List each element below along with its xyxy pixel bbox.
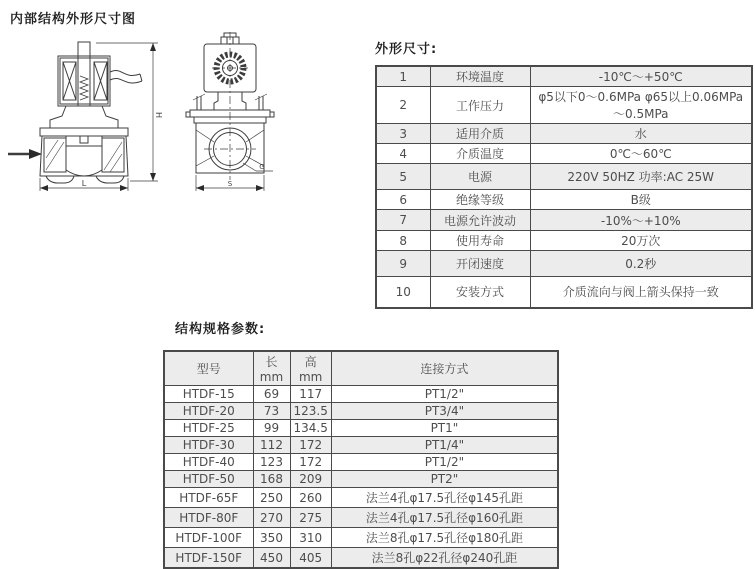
height-cell: 209 bbox=[290, 471, 331, 488]
spec-no: 3 bbox=[376, 124, 430, 144]
spec-section bbox=[375, 38, 753, 309]
valve-front-diagram bbox=[172, 30, 290, 200]
connection-cell: PT2" bbox=[331, 471, 558, 488]
length-cell: 350 bbox=[253, 528, 290, 548]
height-cell: 123.5 bbox=[290, 403, 331, 420]
height-cell: 134.5 bbox=[290, 420, 331, 437]
connection-cell: 法兰8孔φ17.5孔径φ180孔距 bbox=[331, 528, 558, 548]
table-row bbox=[164, 508, 558, 528]
coil-winding-right bbox=[94, 62, 107, 100]
table-row bbox=[376, 87, 752, 124]
spec-value: 20万次 bbox=[530, 231, 752, 251]
model-cell: HTDF-40 bbox=[164, 454, 253, 471]
spec-no: 5 bbox=[376, 164, 430, 190]
spec-no: 10 bbox=[376, 277, 430, 308]
height-cell: 172 bbox=[290, 437, 331, 454]
spec-name: 工作压力 bbox=[430, 87, 530, 124]
dim-label-l: L bbox=[81, 179, 87, 188]
spec-name: 适用介质 bbox=[430, 124, 530, 144]
model-cell: HTDF-50 bbox=[164, 471, 253, 488]
model-cell: HTDF-80F bbox=[164, 508, 253, 528]
height-cell: 405 bbox=[290, 548, 331, 569]
knurled-ring bbox=[212, 55, 248, 82]
table-row bbox=[164, 528, 558, 548]
dim-label-h: H bbox=[154, 111, 163, 119]
page-title: 内部结构外形尺寸图 bbox=[10, 12, 137, 27]
connection-cell: 法兰4孔φ17.5孔径φ145孔距 bbox=[331, 488, 558, 508]
spec-name: 环境温度 bbox=[430, 66, 530, 87]
spec-name: 电源允许波动 bbox=[430, 210, 530, 231]
connection-cell: PT1/4" bbox=[331, 437, 558, 454]
spec-table-title: 外形尺寸: bbox=[375, 42, 438, 57]
height-cell: 172 bbox=[290, 454, 331, 471]
table-row bbox=[376, 144, 752, 164]
spec-value: 介质流向与阀上箭头保持一致 bbox=[530, 277, 752, 308]
port-thread-label: G bbox=[259, 163, 265, 171]
valve-section-drawing bbox=[8, 42, 163, 191]
table-row bbox=[376, 231, 752, 251]
length-cell: 112 bbox=[253, 437, 290, 454]
spec-name: 介质温度 bbox=[430, 144, 530, 164]
valve-section-diagram bbox=[6, 30, 166, 196]
cable bbox=[110, 70, 142, 83]
table-row bbox=[164, 548, 558, 569]
table-header-row bbox=[164, 351, 558, 386]
valve-body bbox=[40, 128, 128, 183]
table-row bbox=[376, 277, 752, 308]
coil-winding-left bbox=[63, 62, 76, 100]
table-row bbox=[376, 210, 752, 231]
length-cell: 450 bbox=[253, 548, 290, 569]
col-length: 长mm bbox=[253, 351, 290, 386]
height-cell: 275 bbox=[290, 508, 331, 528]
model-cell: HTDF-65F bbox=[164, 488, 253, 508]
table-row bbox=[376, 66, 752, 87]
connection-cell: PT1/2" bbox=[331, 386, 558, 403]
length-cell: 250 bbox=[253, 488, 290, 508]
spec-value: -10%～+10% bbox=[530, 210, 752, 231]
spec-value: 0℃～60℃ bbox=[530, 144, 752, 164]
table-row bbox=[164, 471, 558, 488]
dimension-l bbox=[40, 178, 128, 191]
model-cell: HTDF-150F bbox=[164, 548, 253, 569]
length-cell: 99 bbox=[253, 420, 290, 437]
spec-name: 使用寿命 bbox=[430, 231, 530, 251]
table-row bbox=[376, 164, 752, 190]
spec-table bbox=[375, 65, 753, 309]
flange bbox=[186, 110, 274, 123]
dim-label-s: S bbox=[227, 180, 233, 188]
spec-no: 2 bbox=[376, 87, 430, 124]
table-row bbox=[164, 403, 558, 420]
connection-cell: PT1/2" bbox=[331, 454, 558, 471]
spec-name: 安装方式 bbox=[430, 277, 530, 308]
spec-no: 8 bbox=[376, 231, 430, 251]
connection-cell: 法兰8孔φ22孔径φ240孔距 bbox=[331, 548, 558, 569]
table-row bbox=[164, 420, 558, 437]
height-cell: 260 bbox=[290, 488, 331, 508]
table-row bbox=[164, 488, 558, 508]
spec-name: 电源 bbox=[430, 164, 530, 190]
length-cell: 270 bbox=[253, 508, 290, 528]
model-cell: HTDF-100F bbox=[164, 528, 253, 548]
spec-name: 开闭速度 bbox=[430, 251, 530, 277]
spec-value: B级 bbox=[530, 190, 752, 210]
model-table bbox=[163, 350, 559, 569]
model-section bbox=[163, 318, 559, 569]
table-row bbox=[376, 124, 752, 144]
model-cell: HTDF-25 bbox=[164, 420, 253, 437]
spec-no: 7 bbox=[376, 210, 430, 231]
connection-cell: PT3/4" bbox=[331, 403, 558, 420]
flow-arrow bbox=[8, 149, 42, 159]
length-cell: 168 bbox=[253, 471, 290, 488]
col-height: 高mm bbox=[290, 351, 331, 386]
spec-no: 4 bbox=[376, 144, 430, 164]
spec-no: 9 bbox=[376, 251, 430, 277]
spec-value: φ5以下0～0.6MPa φ65以上0.06MPa～0.5MPa bbox=[530, 87, 752, 124]
valve-front-drawing bbox=[186, 32, 274, 191]
model-table-title: 结构规格参数: bbox=[175, 322, 266, 337]
length-cell: 123 bbox=[253, 454, 290, 471]
model-cell: HTDF-15 bbox=[164, 386, 253, 403]
spec-value: 220V 50HZ 功率:AC 25W bbox=[530, 164, 752, 190]
spec-no: 1 bbox=[376, 66, 430, 87]
model-cell: HTDF-20 bbox=[164, 403, 253, 420]
spec-no: 6 bbox=[376, 190, 430, 210]
col-connection: 连接方式 bbox=[331, 351, 558, 386]
col-model: 型号 bbox=[164, 351, 253, 386]
table-row bbox=[164, 386, 558, 403]
connection-cell: 法兰4孔φ17.5孔径φ160孔距 bbox=[331, 508, 558, 528]
length-cell: 69 bbox=[253, 386, 290, 403]
table-row bbox=[164, 454, 558, 471]
length-cell: 73 bbox=[253, 403, 290, 420]
spec-value: 0.2秒 bbox=[530, 251, 752, 277]
table-row bbox=[164, 437, 558, 454]
table-row bbox=[376, 251, 752, 277]
table-row bbox=[376, 190, 752, 210]
connection-cell: PT1" bbox=[331, 420, 558, 437]
height-cell: 117 bbox=[290, 386, 331, 403]
height-cell: 310 bbox=[290, 528, 331, 548]
port-thread-callout bbox=[243, 163, 273, 171]
spec-name: 绝缘等级 bbox=[430, 190, 530, 210]
spec-value: -10℃～+50℃ bbox=[530, 66, 752, 87]
spec-value: 水 bbox=[530, 124, 752, 144]
model-cell: HTDF-30 bbox=[164, 437, 253, 454]
